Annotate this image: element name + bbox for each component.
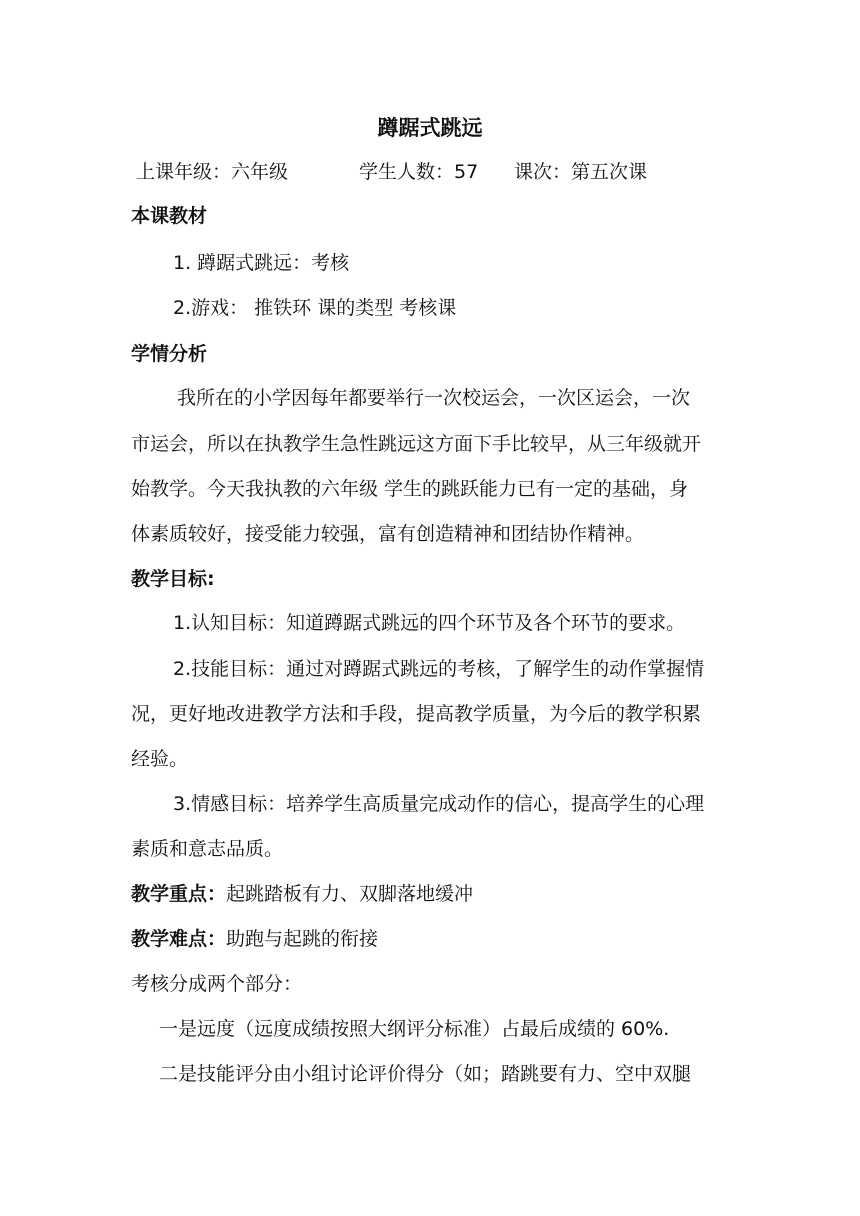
assessment-intro: 考核分成两个部分： [131, 973, 303, 995]
analysis-heading: 学情分析 [131, 343, 208, 365]
document-title: 蹲踞式跳远 [377, 115, 483, 140]
analysis-line-3: 始教学。今天我执教的六年级 学生的跳跃能力已有一定的基础，身 [131, 478, 689, 500]
lesson-info: 课次：第五次课 [514, 161, 648, 183]
analysis-line-2: 市运会，所以在执教学生急性跳远这方面下手比较早，从三年级就开 [131, 433, 702, 455]
goals-heading: 教学目标: [131, 568, 215, 590]
students-info-line [359, 159, 478, 185]
grade-info: 上课年级：六年级 [136, 161, 289, 183]
goal-cognitive: 1.认知目标：知道蹲踞式跳远的四个环节及各个环节的要求。 [173, 612, 686, 634]
materials-item-1: 1. 蹲踞式跳远：考核 [173, 252, 350, 274]
goal-emotion-line-2: 素质和意志品质。 [131, 838, 284, 860]
lesson-meta-line [136, 159, 288, 185]
assessment-part-1: 一是远度（远度成绩按照大纲评分标准）占最后成绩的 60%. [159, 1018, 670, 1040]
difficulty-line [131, 926, 378, 952]
difficulty-text: 助跑与起跳的衔接 [226, 928, 379, 950]
goal-skill-line-3: 经验。 [131, 748, 189, 770]
goal-skill-line-1: 2.技能目标：通过对蹲踞式跳远的考核，了解学生的动作掌握情 [173, 658, 705, 680]
materials-item-2: 2.游戏： 推铁环 课的类型 考核课 [173, 297, 457, 319]
key-point-text: 起跳踏板有力、双脚落地缓冲 [226, 883, 474, 905]
assessment-part-2: 二是技能评分由小组讨论评价得分（如；踏跳要有力、空中双腿 [159, 1063, 692, 1085]
analysis-line-4: 体素质较好，接受能力较强，富有创造精神和团结协作精神。 [131, 523, 645, 545]
students-info: 学生人数：57 [359, 161, 479, 183]
analysis-line-1: 我所在的小学因每年都要举行一次校运会，一次区运会，一次 [177, 387, 691, 409]
goal-skill-line-2: 况，更好地改进教学方法和手段，提高教学质量，为今后的教学积累 [131, 703, 702, 725]
lesson-info-line [514, 159, 647, 185]
difficulty-label: 教学难点： [131, 928, 227, 950]
goal-emotion-line-1: 3.情感目标：培养学生高质量完成动作的信心，提高学生的心理 [173, 793, 705, 815]
key-point-line [131, 881, 473, 907]
materials-heading: 本课教材 [131, 205, 208, 227]
key-point-label: 教学重点： [131, 883, 227, 905]
